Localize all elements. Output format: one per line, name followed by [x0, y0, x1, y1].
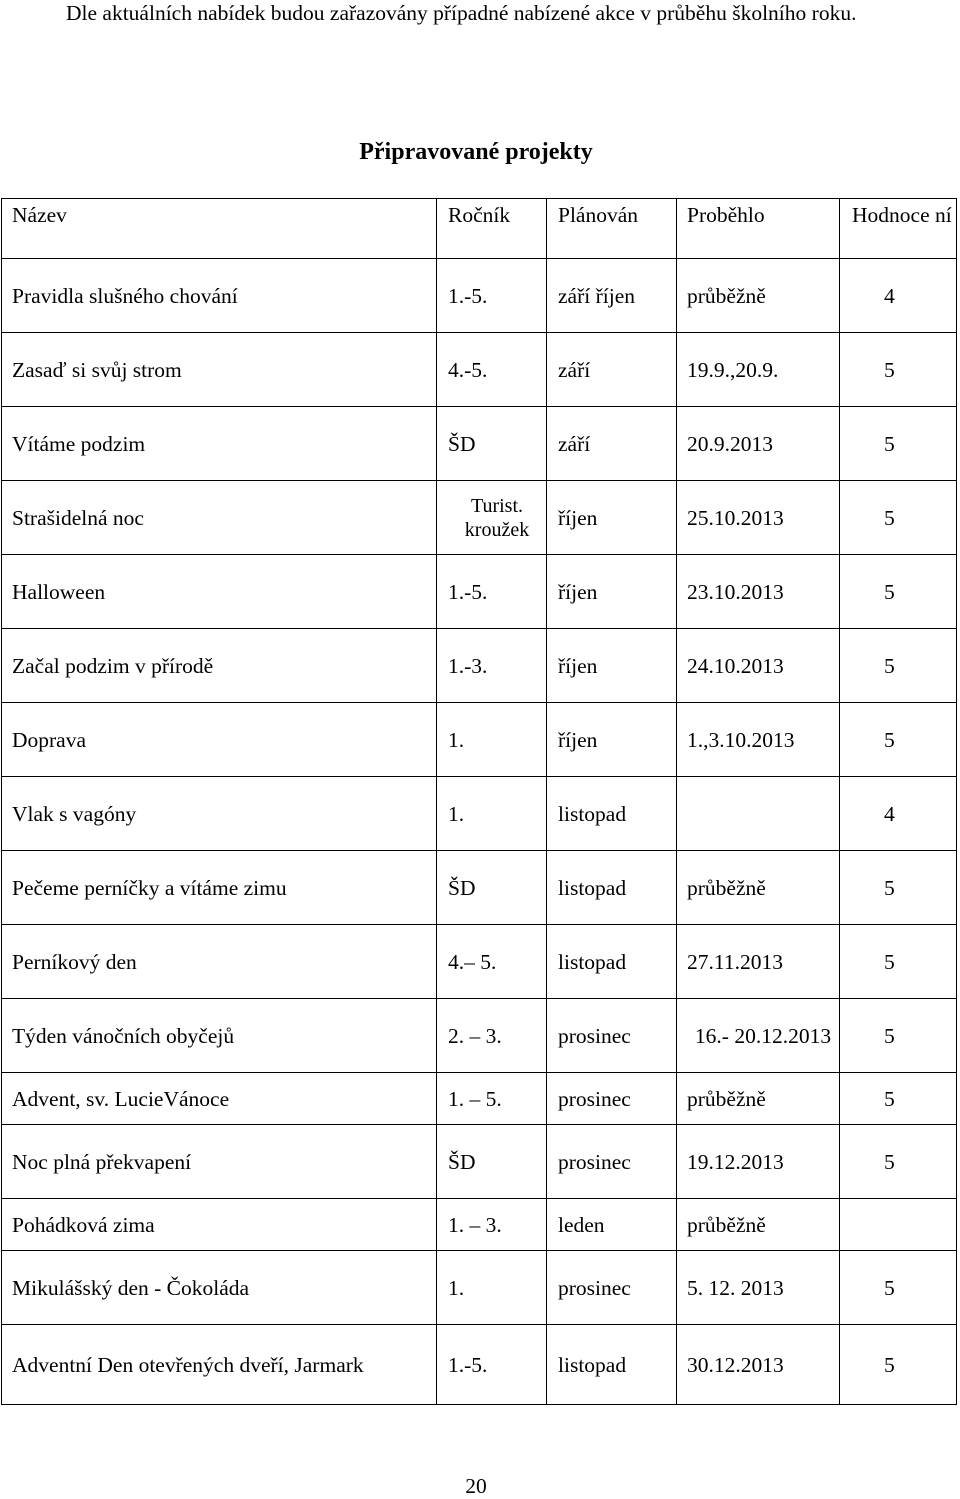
cell-grade: 4.-5.: [437, 333, 547, 407]
cell-grade: 1.-5.: [437, 555, 547, 629]
cell-rating: 5: [840, 629, 957, 703]
table-row: [2, 703, 957, 777]
cell-done: [677, 777, 840, 851]
cell-done: 23.10.2013: [677, 555, 840, 629]
cell-done: 30.12.2013: [677, 1325, 840, 1405]
cell-rating: 5: [840, 703, 957, 777]
cell-done: 16.- 20.12.2013: [677, 999, 840, 1073]
table-row: [2, 999, 957, 1073]
cell-planned: září: [547, 333, 677, 407]
cell-planned: listopad: [547, 851, 677, 925]
cell-grade: 2. – 3.: [437, 999, 547, 1073]
table-row: [2, 481, 957, 555]
cell-done: 19.12.2013: [677, 1125, 840, 1199]
column-header-planned: Plánován: [547, 199, 677, 259]
cell-name: Pohádková zima: [2, 1199, 437, 1251]
page-number: 20: [465, 1474, 487, 1498]
cell-name: Zasaď si svůj strom: [2, 333, 437, 407]
cell-planned: listopad: [547, 925, 677, 999]
cell-name: Adventní Den otevřených dveří, Jarmark: [2, 1325, 437, 1405]
column-header-done: Proběhlo: [677, 199, 840, 259]
cell-done: průběžně: [677, 259, 840, 333]
cell-planned: listopad: [547, 777, 677, 851]
cell-done: 25.10.2013: [677, 481, 840, 555]
cell-done: 20.9.2013: [677, 407, 840, 481]
cell-grade: ŠD: [437, 851, 547, 925]
section-heading: Připravované projekty: [359, 139, 593, 165]
projects-table: [1, 198, 957, 1405]
cell-grade: 4.– 5.: [437, 925, 547, 999]
column-header-name: Název: [2, 199, 437, 259]
cell-grade: Turist. kroužek: [437, 481, 547, 555]
cell-planned: leden: [547, 1199, 677, 1251]
cell-rating: 4: [840, 259, 957, 333]
cell-name: Týden vánočních obyčejů: [2, 999, 437, 1073]
cell-grade: 1. – 5.: [437, 1073, 547, 1125]
cell-done: 19.9.,20.9.: [677, 333, 840, 407]
cell-grade: ŠD: [437, 1125, 547, 1199]
cell-grade: 1. – 3.: [437, 1199, 547, 1251]
table-row: [2, 1199, 957, 1251]
table-row: [2, 925, 957, 999]
cell-name: Začal podzim v přírodě: [2, 629, 437, 703]
cell-done: průběžně: [677, 1073, 840, 1125]
cell-done: 1.,3.10.2013: [677, 703, 840, 777]
cell-done: 24.10.2013: [677, 629, 840, 703]
cell-planned: prosinec: [547, 1125, 677, 1199]
cell-rating: 5: [840, 481, 957, 555]
cell-rating: 5: [840, 1125, 957, 1199]
cell-grade: 1.-3.: [437, 629, 547, 703]
cell-done: průběžně: [677, 1199, 840, 1251]
table-row: [2, 259, 957, 333]
cell-rating: 5: [840, 333, 957, 407]
cell-grade: 1.: [437, 777, 547, 851]
cell-planned: prosinec: [547, 999, 677, 1073]
cell-planned: říjen: [547, 481, 677, 555]
cell-name: Pečeme perníčky a vítáme zimu: [2, 851, 437, 925]
cell-planned: říjen: [547, 629, 677, 703]
cell-grade: 1.: [437, 703, 547, 777]
cell-name: Halloween: [2, 555, 437, 629]
cell-name: Vlak s vagóny: [2, 777, 437, 851]
cell-rating: 5: [840, 1073, 957, 1125]
cell-planned: září říjen: [547, 259, 677, 333]
cell-done: 27.11.2013: [677, 925, 840, 999]
cell-planned: prosinec: [547, 1251, 677, 1325]
cell-name: Mikulášský den - Čokoláda: [2, 1251, 437, 1325]
table-row: [2, 407, 957, 481]
cell-name: Doprava: [2, 703, 437, 777]
cell-name: Advent, sv. LucieVánoce: [2, 1073, 437, 1125]
projects-table-body: [2, 199, 957, 1405]
table-row: [2, 851, 957, 925]
cell-name: Vítáme podzim: [2, 407, 437, 481]
table-header-row: [2, 199, 957, 259]
cell-rating: 5: [840, 925, 957, 999]
cell-planned: září: [547, 407, 677, 481]
table-row: [2, 555, 957, 629]
cell-grade: 1.-5.: [437, 259, 547, 333]
cell-grade: 1.: [437, 1251, 547, 1325]
cell-done: průběžně: [677, 851, 840, 925]
cell-rating: 5: [840, 999, 957, 1073]
cell-name: Noc plná překvapení: [2, 1125, 437, 1199]
cell-planned: listopad: [547, 1325, 677, 1405]
column-header-grade: Ročník: [437, 199, 547, 259]
intro-paragraph: Dle aktuálních nabídek budou zařazovány případné nabízené akce v průběhu školního roku.: [66, 1, 857, 25]
cell-rating: [840, 1199, 957, 1251]
table-row: [2, 333, 957, 407]
cell-rating: 5: [840, 555, 957, 629]
cell-rating: 5: [840, 851, 957, 925]
cell-planned: říjen: [547, 703, 677, 777]
table-row: [2, 629, 957, 703]
table-row: [2, 1251, 957, 1325]
table-row: [2, 777, 957, 851]
column-header-rating: Hodnoce ní: [840, 199, 957, 259]
cell-name: Strašidelná noc: [2, 481, 437, 555]
table-row: [2, 1073, 957, 1125]
cell-rating: 5: [840, 407, 957, 481]
cell-rating: 4: [840, 777, 957, 851]
cell-name: Pravidla slušného chování: [2, 259, 437, 333]
cell-name: Perníkový den: [2, 925, 437, 999]
cell-planned: prosinec: [547, 1073, 677, 1125]
table-row: [2, 1125, 957, 1199]
cell-grade: 1.-5.: [437, 1325, 547, 1405]
cell-done: 5. 12. 2013: [677, 1251, 840, 1325]
cell-rating: 5: [840, 1325, 957, 1405]
cell-planned: říjen: [547, 555, 677, 629]
cell-rating: 5: [840, 1251, 957, 1325]
table-row: [2, 1325, 957, 1405]
cell-grade: ŠD: [437, 407, 547, 481]
